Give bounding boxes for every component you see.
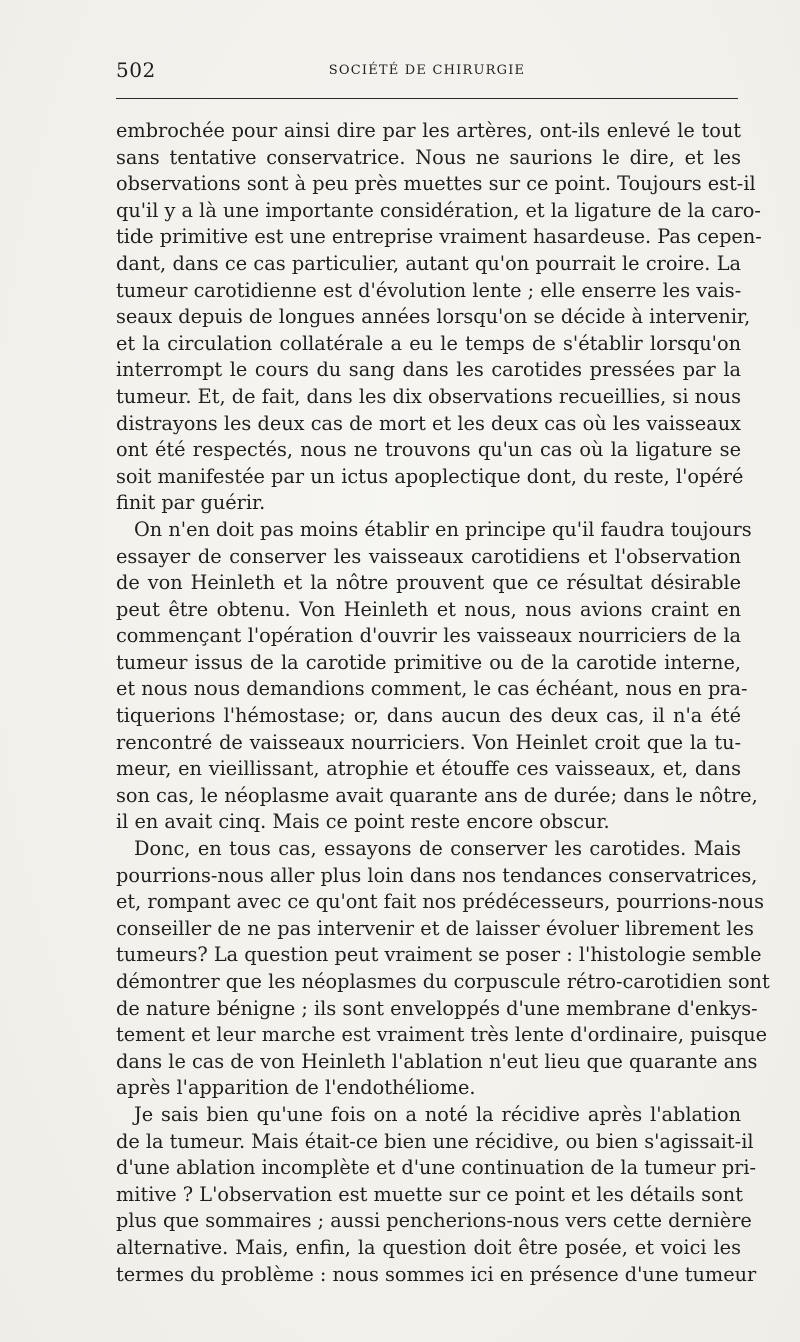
- text-line: de nature bénigne ; ils sont enveloppés d'une membrane d'enkys-: [116, 996, 758, 1020]
- text-line: Donc, en tous cas, essayons de conserver les carotides. Mais: [134, 837, 741, 861]
- text-line: Je sais bien qu'une fois on a noté la récidive après l'ablation: [134, 1102, 741, 1126]
- text-line: observations sont à peu près muettes sur ce point. Toujours est-il: [116, 172, 756, 196]
- text-line: de von Heinleth et la nôtre prouvent que ce résultat désirable: [116, 571, 741, 595]
- text-line: de la tumeur. Mais était-ce bien une récidive, ou bien s'agissait-il: [116, 1129, 754, 1153]
- text-line: seaux depuis de longues années lorsqu'on se décide à intervenir,: [116, 305, 751, 329]
- text-line: essayer de conserver les vaisseaux carotidiens et l'observation: [116, 544, 741, 568]
- paragraph: [116, 1102, 757, 1288]
- text-line: soit manifestée par un ictus apoplectique dont, du reste, l'opéré: [116, 464, 744, 488]
- text-line: après l'apparition de l'endothéliome.: [116, 1076, 476, 1100]
- text-line: mitive ? L'observation est muette sur ce point et les détails sont: [116, 1182, 743, 1206]
- text-line: son cas, le néoplasme avait quarante ans de durée; dans le nôtre,: [116, 783, 758, 807]
- text-line: tiquerions l'hémostase; or, dans aucun des deux cas, il n'a été: [116, 704, 741, 728]
- text-line: tumeur issus de la carotide primitive ou de la carotide interne,: [116, 650, 741, 674]
- text-line: finit par guérir.: [116, 491, 266, 515]
- text-line: commençant l'opération d'ouvrir les vaisseaux nourriciers de la: [116, 624, 741, 648]
- page-number: 502: [116, 58, 156, 82]
- running-head: SOCIÉTÉ DE CHIRURGIE: [328, 63, 526, 78]
- text-line: dans le cas de von Heinleth l'ablation n'eut lieu que quarante ans: [116, 1049, 758, 1073]
- text-line: tumeur carotidienne est d'évolution lente ; elle enserre les vais-: [116, 278, 742, 302]
- text-line: tumeurs? La question peut vraiment se poser : l'histologie semble: [116, 943, 762, 967]
- text-line: et nous nous demandions comment, le cas échéant, nous en pra-: [116, 677, 748, 701]
- text-line: distrayons les deux cas de mort et les deux cas où les vaisseaux: [116, 411, 741, 435]
- header-rule: [116, 98, 738, 99]
- text-line: sans tentative conservatrice. Nous ne saurions le dire, et les: [116, 145, 741, 169]
- text-line: rencontré de vaisseaux nourriciers. Von Heinlet croit que la tu-: [116, 730, 741, 754]
- text-line: qu'il y a là une importante considération, et la ligature de la caro-: [116, 198, 761, 222]
- text-line: peut être obtenu. Von Heinleth et nous, nous avions craint en: [116, 597, 741, 621]
- text-line: pourrions-nous aller plus loin dans nos tendances conservatrices,: [116, 863, 758, 887]
- text-line: démontrer que les néoplasmes du corpuscule rétro-carotidien sont: [116, 970, 770, 993]
- text-line: termes du problème : nous sommes ici en présence d'une tumeur: [116, 1262, 757, 1286]
- text-line: tumeur. Et, de fait, dans les dix observations recueillies, si nous: [116, 384, 741, 408]
- text-line: dant, dans ce cas particulier, autant qu'on pourrait le croire. La: [116, 251, 741, 275]
- text-line: d'une ablation incomplète et d'une continuation de la tumeur pri-: [116, 1156, 757, 1180]
- page-header: [116, 58, 738, 88]
- text-line: On n'en doit pas moins établir en principe qu'il faudra toujours: [134, 517, 752, 541]
- text-line: alternative. Mais, enfin, la question doit être posée, et voici les: [116, 1235, 741, 1259]
- text-line: interrompt le cours du sang dans les carotides pressées par la: [116, 358, 741, 382]
- text-line: et la circulation collatérale a eu le temps de s'établir lorsqu'on: [116, 331, 741, 355]
- paragraph: [116, 836, 770, 1102]
- body-text: [116, 118, 770, 1288]
- text-line: conseiller de ne pas intervenir et de laisser évoluer librement les: [116, 916, 754, 940]
- paragraph: [116, 118, 762, 517]
- text-line: meur, en vieillissant, atrophie et étouffe ces vaisseaux, et, dans: [116, 757, 741, 781]
- text-line: embrochée pour ainsi dire par les artères, ont-ils enlevé le tout: [116, 119, 741, 142]
- text-line: ont été respectés, nous ne trouvons qu'un cas où la ligature se: [116, 438, 741, 462]
- text-line: il en avait cinq. Mais ce point reste encore obscur.: [116, 810, 610, 834]
- text-line: tide primitive est une entreprise vraiment hasardeuse. Pas cepen-: [116, 225, 762, 249]
- text-line: tement et leur marche est vraiment très lente d'ordinaire, puisque: [116, 1023, 768, 1047]
- text-line: et, rompant avec ce qu'ont fait nos prédécesseurs, pourrions-nous: [116, 890, 765, 914]
- paragraph: [116, 517, 758, 836]
- text-line: plus que sommaires ; aussi pencherions-nous vers cette dernière: [116, 1209, 752, 1233]
